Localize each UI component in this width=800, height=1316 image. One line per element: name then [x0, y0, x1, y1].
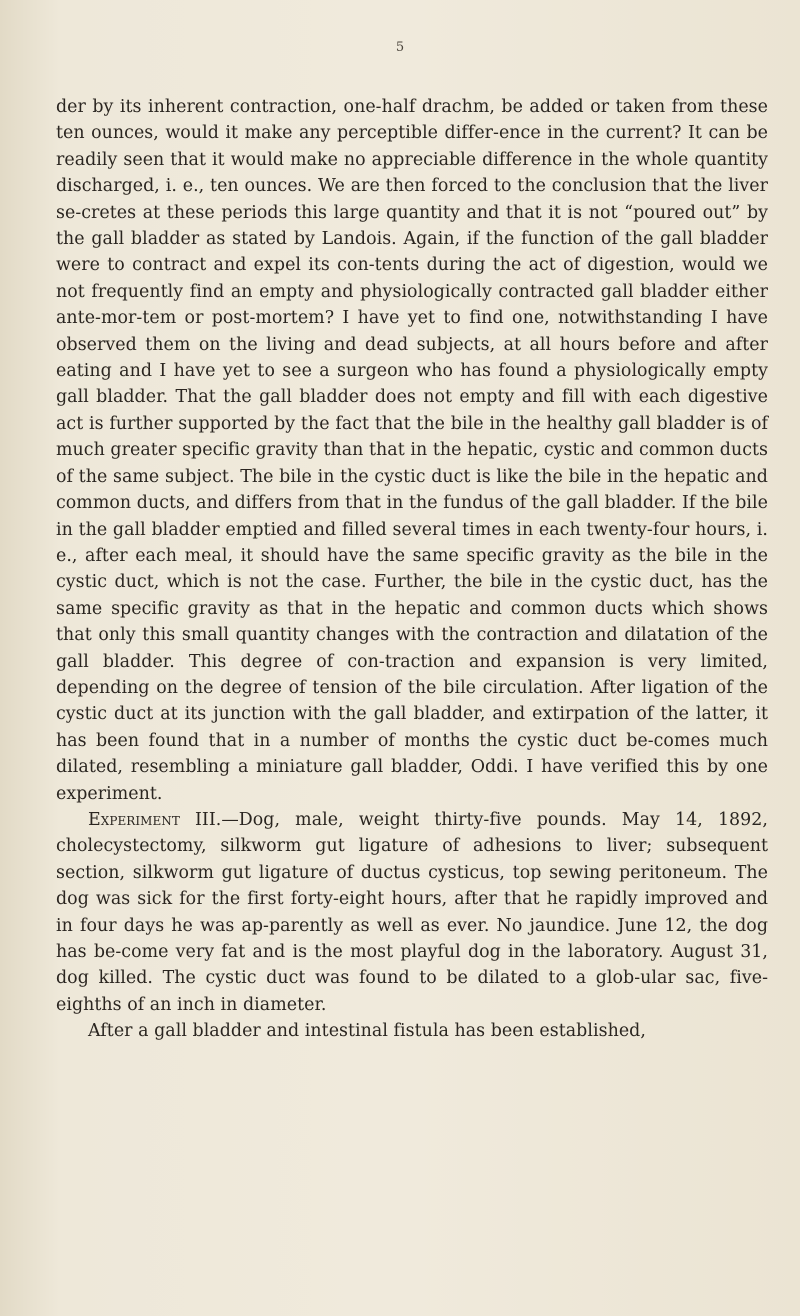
- paragraph-continued: der by its inherent contraction, one-half drachm, be added or taken from these ten ounces, would it make any perceptible differ-ence in the current? It can be readily seen that it would make no appreciable difference in the whole quantity discharged, i. e., ten ounces. We are then forced to the conclusion that the liver se-cretes at these periods this large quantity and that it is not “poured out” by the gall bladder as stated by Landois. Again, if the function of the gall bladder were to contract and expel its con-tents during the act of digestion, would we not frequently find an empty and physiologically contracted gall bladder either ante-mor-tem or post-mortem? I have yet to find one, notwithstanding I have observed them on the living and dead subjects, at all hours before and after eating and I have yet to see a surgeon who has found a physiologically empty gall bladder. That the gall bladder does not empty and fill with each digestive act is further supported by the fact that the bile in the healthy gall bladder is of much greater specific gravity than that in the hepatic, cystic and common ducts of the same subject. The bile in the cystic duct is like the bile in the hepatic and common ducts, and differs from that in the fundus of the gall bladder. If the bile in the gall bladder emptied and filled several times in each twenty-four hours, i. e., after each meal, it should have the same specific gravity as the bile in the cystic duct, which is not the case. Further, the bile in the cystic duct, has the same specific gravity as that in the hepatic and common ducts which shows that only this small quantity changes with the contraction and dilatation of the gall bladder. This degree of con-traction and expansion is very limited, depending on the degree of tension of the bile circulation. After ligation of the cystic duct at its junction with the gall bladder, and extirpation of the latter, it has been found that in a number of months the cystic duct be-comes much dilated, resembling a miniature gall bladder, Oddi. I have verified this by one experiment.: [56, 97, 768, 804]
- page-number: 5: [395, 40, 405, 55]
- experiment-heading: Experiment III.: [88, 809, 222, 830]
- experiment-text: —Dog, male, weight thirty-five pounds. May 14, 1892, cholecystectomy, silkworm gut ligature of adhesions to liver; subsequent section, silkworm gut ligature of ductus cysticus, top sewing peritoneum. The dog was sick for the first forty-eight hours, after that he rapidly improved and in four days he was ap-parently as well as ever. No jaundice. June 12, the dog has be-come very fat and is the most playful dog in the laboratory. August 31, dog killed. The cystic duct was found to be dilated to a glob-ular sac, five-eighths of an inch in diameter.: [56, 809, 768, 1015]
- paragraph-experiment: [56, 807, 768, 1018]
- body-text: [56, 94, 768, 1045]
- paragraph-final: After a gall bladder and intestinal fistula has been established,: [88, 1021, 646, 1042]
